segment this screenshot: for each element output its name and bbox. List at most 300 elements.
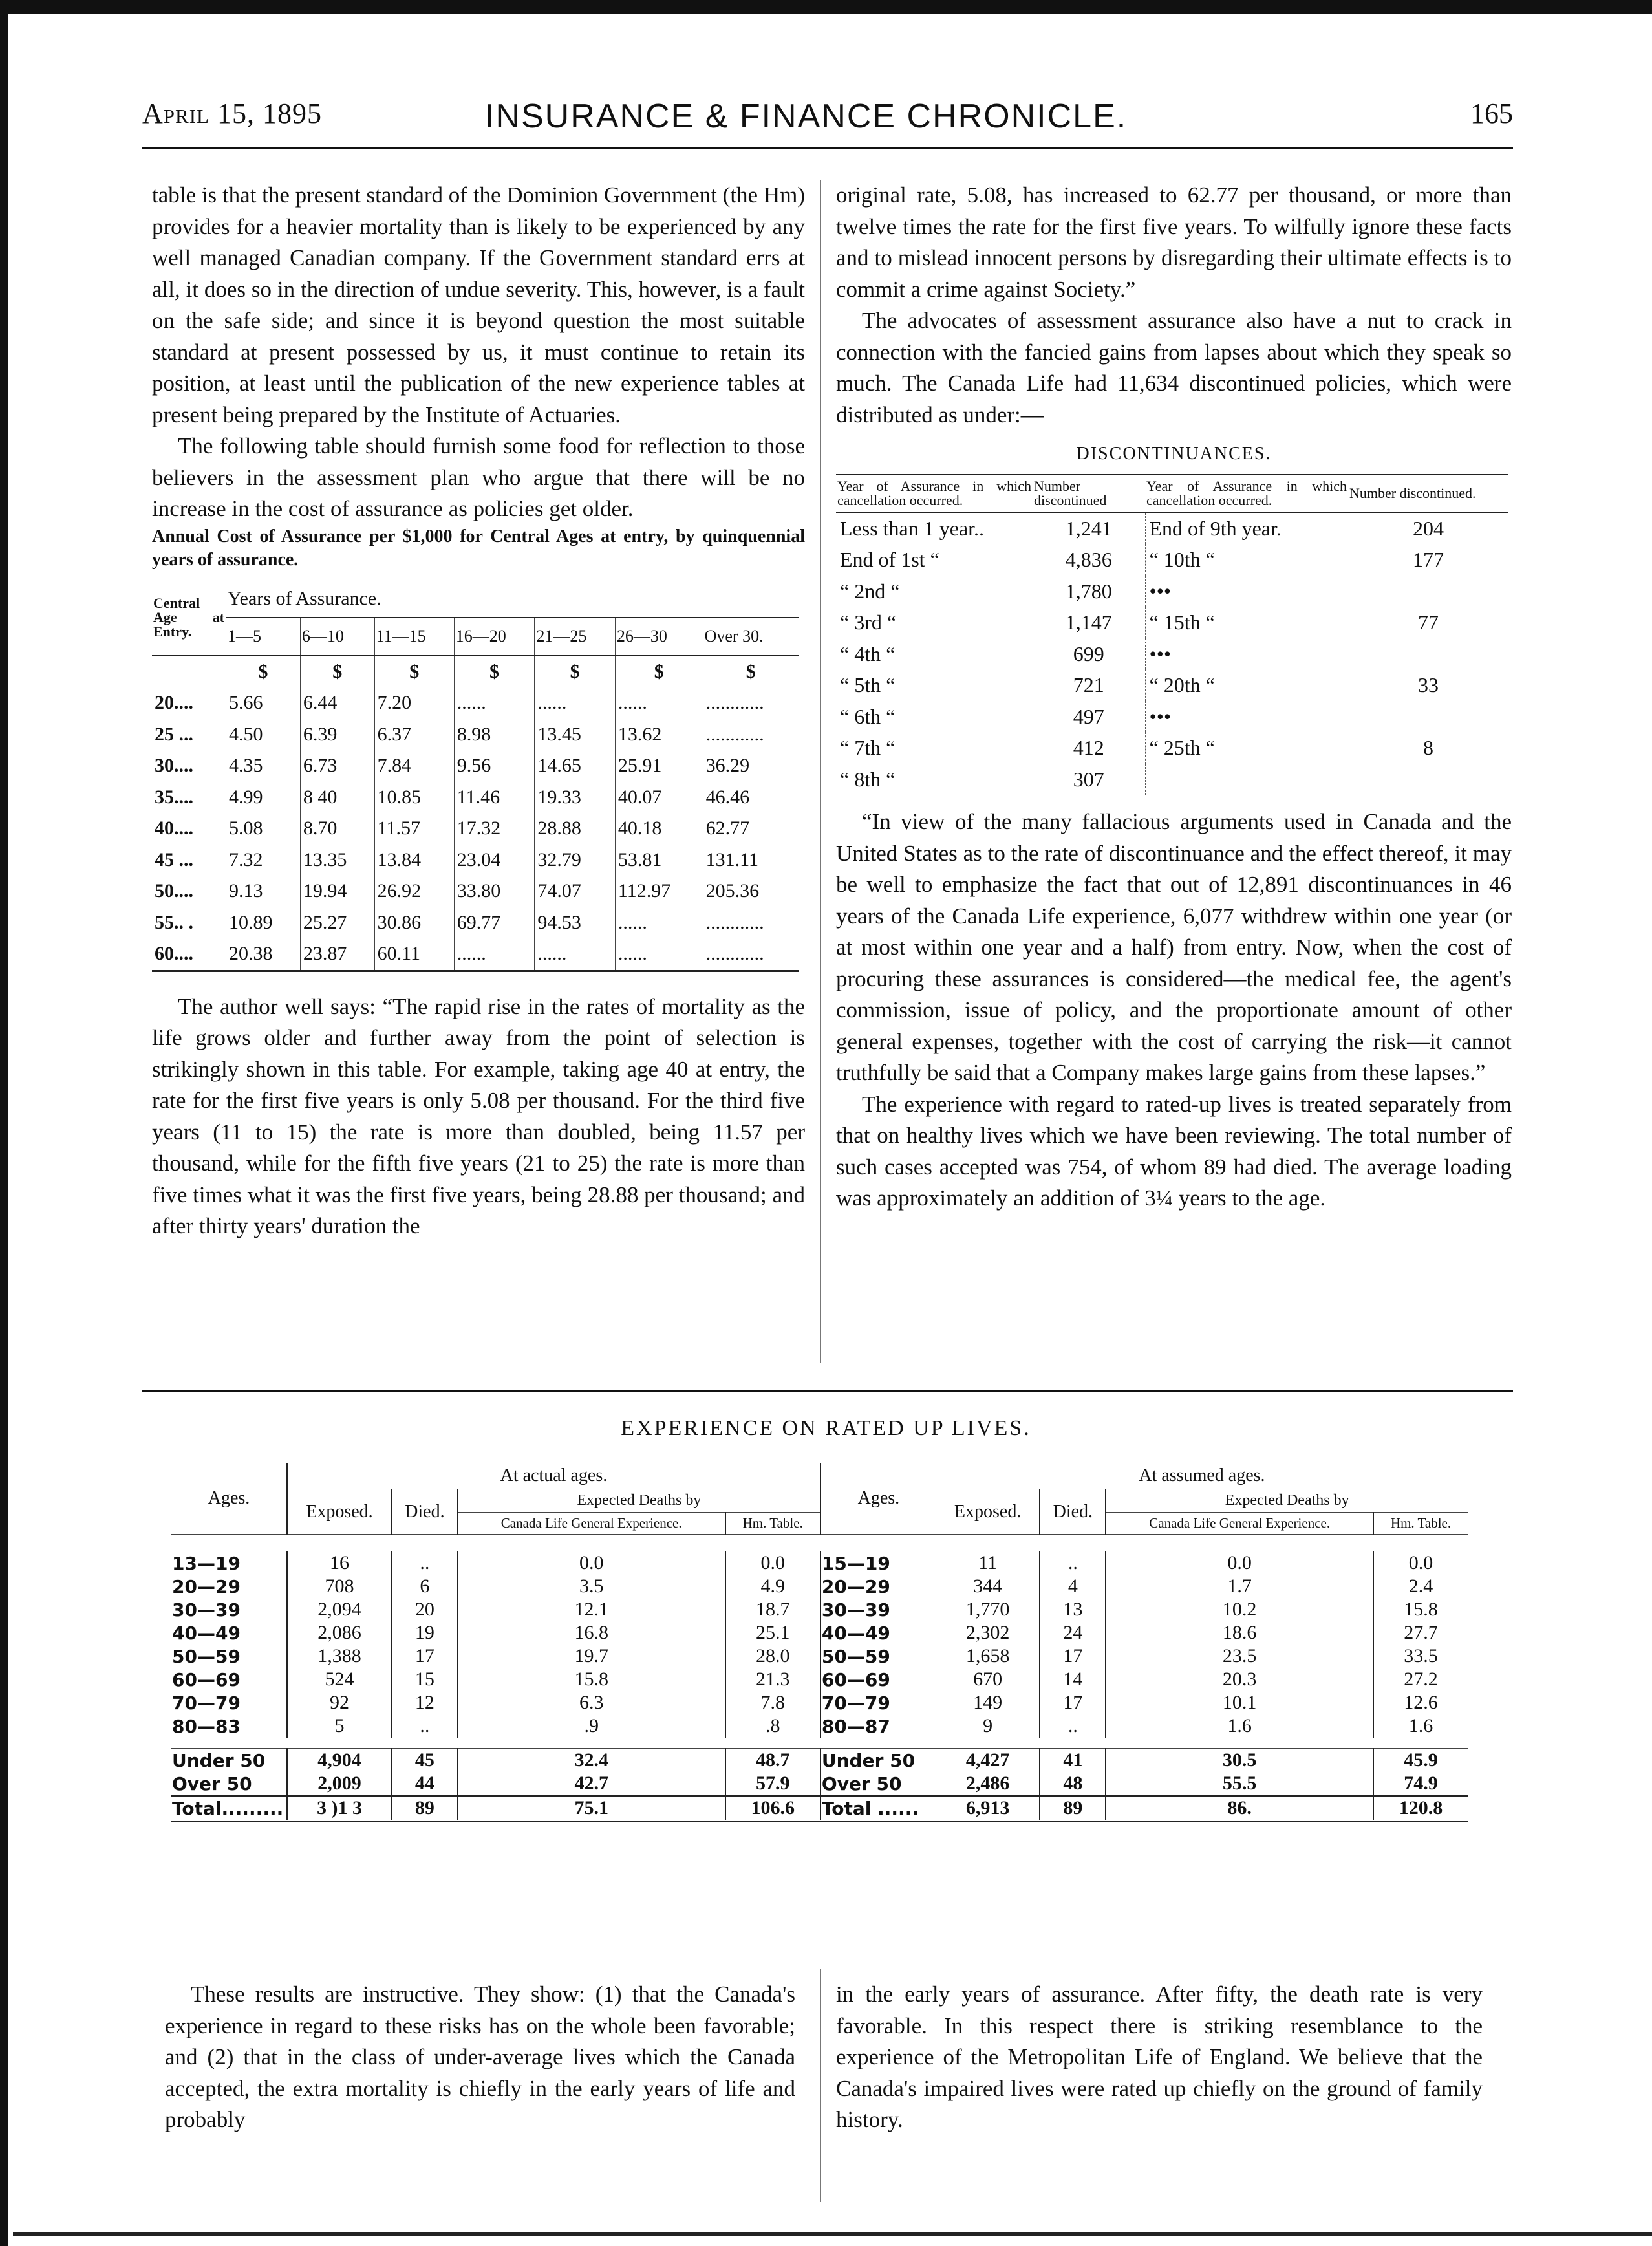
experience-value: 1.6 [1373,1714,1468,1738]
experience-value: 48.7 [725,1749,821,1773]
experience-value: 2,302 [965,1622,1010,1643]
cost-value: 46.46 [703,782,799,814]
experience-value: 27.2 [1373,1668,1468,1691]
dollar-sign: $ [615,656,703,688]
experience-value: 14 [1040,1668,1106,1691]
right-paragraph-4: The experience with regard to rated-up lives is treated separately from that on healthy lives which we have been reviewing. The total number of such cases accepted was 754, of whom 89 had died. The average loading was approximately an addition of 3¼ years to the age. [836,1091,1512,1211]
disc-year: End of 1st “ [840,548,939,571]
experience-value: 670 [973,1668,1003,1690]
hm-table-header: Hm. Table. [725,1513,821,1535]
experience-value: 15 [392,1668,458,1691]
experience-value: 92 [287,1691,392,1714]
age-group: Over 50 [172,1773,252,1795]
issue-date: April 15, 1895 [142,98,322,129]
discontinuance-row [836,732,1508,764]
experience-value: 106.6 [725,1796,821,1821]
discontinuance-row [836,764,1508,795]
experience-value: 0.0 [1106,1551,1373,1575]
experience-value: 1.7 [1106,1575,1373,1598]
experience-value: 2,009 [287,1772,392,1796]
left-column [152,180,805,1242]
cost-value: ............ [703,938,799,971]
years-column-header: 16—20 [454,618,535,656]
section-rule [142,1390,1513,1392]
cost-value: ...... [535,938,616,971]
discontinuances-table [836,474,1508,795]
age-group: Total......... [171,1796,287,1821]
experience-value: 12.1 [458,1598,725,1621]
experience-value: 17 [1040,1645,1106,1668]
ages-header-2: Ages. [821,1463,936,1535]
cost-value: 11.46 [454,782,535,814]
disc-number: 1,780 [1065,579,1112,603]
page-number: 165 [1470,98,1513,129]
disc-number: 204 [1413,516,1444,540]
cost-value: 19.33 [535,782,616,814]
cost-table-row [152,750,799,782]
experience-value: 75.1 [458,1796,725,1821]
cost-value: 74.07 [535,876,616,907]
experience-value: 12 [392,1691,458,1714]
cost-value: 5.66 [226,687,301,719]
cost-value: 112.97 [615,876,703,907]
disc-number [1348,764,1508,795]
cost-table-row [152,719,799,751]
experience-value: 7.8 [725,1691,821,1714]
experience-value: 19.7 [458,1645,725,1668]
experience-value: 0.0 [458,1551,725,1575]
left-paragraph-3: The author well says: “The rapid rise in the rates of mortality as the life grows older and further away from the point of selection is strikingly shown in this table. For example, taking age 40 at entry, the rate for the first five years is only 5.08 per thousand. For the third five years (11 to 15) the rate is more than doubled, being 11.57 per thousand, while for the fifth five years (21 to 25) the rate is more than five times what it was the first five years, being 28.88 per thousand; and after thirty years' duration the [152,993,805,1238]
cost-value: 5.08 [226,813,301,845]
left-paragraph-2: The following table should furnish some food for reflection to those believers in the assessment plan who argue that there will be no increase in the cost of assurance as policies get older. [152,433,805,521]
bottom-right-column [836,1979,1483,2136]
disc-header-number-2: Number discontinued. [1348,475,1508,512]
died-header-2: Died. [1040,1489,1106,1535]
experience-value: 12.6 [1373,1691,1468,1714]
page-header [142,97,1513,142]
disc-number [1348,638,1508,670]
experience-value: 6,913 [936,1796,1040,1821]
experience-value: 20 [392,1598,458,1621]
cost-value: 40.07 [615,782,703,814]
cost-table-row [152,938,799,971]
cost-value: ...... [535,687,616,719]
discontinuance-row [836,576,1508,607]
cost-value: 62.77 [703,813,799,845]
experience-value: 1,770 [965,1599,1010,1620]
experience-value: 6.3 [458,1691,725,1714]
cost-value: 9.13 [226,876,301,907]
cost-value: 4.35 [226,750,301,782]
disc-year: “ 7th “ [840,736,896,759]
experience-value: .. [392,1551,458,1575]
cost-value: 14.65 [535,750,616,782]
experience-value: 4,904 [287,1749,392,1773]
cost-value: ...... [615,907,703,939]
experience-value: 17 [1040,1691,1106,1714]
disc-year: “ 20th “ [1145,669,1348,701]
experience-value: 9 [983,1715,993,1736]
disc-year: “ 5th “ [840,673,896,696]
cost-value: ............ [703,719,799,751]
canada-life-header-2: Canada Life General Experience. [1106,1513,1373,1535]
age-group: 50—59 [172,1645,241,1667]
right-paragraph-1: original rate, 5.08, has increased to 62.77 per thousand, or more than twelve times the rate for the first five years. To wilfully ignore these facts and to mislead innocent persons by disregarding their ultimate effects is to commit a crime against Society.” [836,182,1512,302]
disc-year: ••• [1145,638,1348,670]
disc-number [1348,576,1508,607]
cost-value: 13.84 [374,845,454,876]
cost-value: 30.86 [374,907,454,939]
cost-value: 6.73 [300,750,374,782]
experience-value: 4.9 [725,1575,821,1598]
discontinuance-row [836,512,1508,545]
entry-age: 35.... [155,786,193,808]
cost-value: 25.91 [615,750,703,782]
experience-value: 13 [1040,1598,1106,1621]
entry-age: 40.... [155,817,193,839]
experience-value: 18.6 [1106,1621,1373,1645]
experience-value: 45.9 [1373,1749,1468,1773]
cost-value: 13.45 [535,719,616,751]
discontinuances-title: DISCONTINUANCES. [1076,444,1272,464]
experience-row [171,1621,1468,1645]
cost-value: 131.11 [703,845,799,876]
experience-value: 3 )1 3 [287,1796,392,1821]
cost-value: ...... [454,938,535,971]
experience-value: 21.3 [725,1668,821,1691]
actual-ages-header: At actual ages. [287,1463,821,1489]
exposed-header-2: Exposed. [936,1489,1040,1535]
disc-year: Less than 1 year.. [840,516,985,540]
disc-number: 721 [1073,673,1104,696]
bottom-column-divider [820,1969,821,2202]
age-group: 20—29 [172,1575,241,1597]
page-top-border [0,0,1652,14]
cost-value: 13.62 [615,719,703,751]
right-paragraph-3: “In view of the many fallacious arguments used in Canada and the United States as to the rate of discontinuance and the effect thereof, it may be well to emphasize the fact that out of 12,891 discontinuances in 46 years of the Canada Life experience, 6,077 withdrew within one year (or at most within one year and a half) from entry. Now, when the cost of procuring these assurances is considered—the medical fee, the agent's commission, issue of policy, and the proportionate amount of other general expenses, together with the cost of carrying the risk—it cannot truthfully be said that a Company makes large gains from these lapses.” [836,809,1512,1085]
age-group: 40—49 [821,1621,936,1645]
dollar-sign: $ [454,656,535,688]
experience-value: 120.8 [1373,1796,1468,1821]
age-group: 80—87 [821,1714,936,1738]
disc-header-number: Number discontinued [1033,475,1145,512]
page-bottom-border [13,2232,1652,2236]
hm-table-header-2: Hm. Table. [1373,1513,1468,1535]
exposed-header: Exposed. [287,1489,392,1535]
page-left-border [0,0,8,2246]
experience-value: 44 [392,1772,458,1796]
age-group: 20—29 [821,1575,936,1598]
experience-value: .. [1040,1714,1106,1738]
cost-value: 8 40 [300,782,374,814]
experience-value: 89 [392,1796,458,1821]
years-column-header: 26—30 [615,618,703,656]
experience-value: 28.0 [725,1645,821,1668]
years-column-header: 11—15 [374,618,454,656]
years-column-header: 6—10 [300,618,374,656]
experience-value: 55.5 [1106,1772,1373,1796]
cost-value: 33.80 [454,876,535,907]
years-column-header: Over 30. [703,618,799,656]
disc-year: ••• [1145,576,1348,607]
experience-value: 708 [287,1575,392,1598]
experience-value: 24 [1040,1621,1106,1645]
age-group: 13—19 [172,1552,241,1574]
disc-number: 307 [1073,767,1104,791]
cost-value: ...... [454,687,535,719]
age-group: 70—79 [821,1691,936,1714]
age-group: 50—59 [821,1645,936,1668]
dollar-sign: $ [226,656,301,688]
experience-value: 27.7 [1373,1621,1468,1645]
experience-value: 74.9 [1373,1772,1468,1796]
age-group: 60—69 [821,1668,936,1691]
expected-deaths-header-2: Expected Deaths by [1106,1489,1468,1513]
experience-row [171,1714,1468,1738]
experience-value: 0.0 [725,1551,821,1575]
experience-value: .9 [458,1714,725,1738]
cost-value: 10.89 [226,907,301,939]
cost-value: 10.85 [374,782,454,814]
expected-deaths-header: Expected Deaths by [458,1489,821,1513]
age-group: Over 50 [821,1772,936,1796]
canada-life-header: Canada Life General Experience. [458,1513,725,1535]
disc-number: 77 [1418,610,1439,634]
experience-value: 4,427 [965,1749,1010,1771]
experience-value: 149 [973,1692,1003,1713]
right-column [836,180,1512,1215]
disc-year: “ 15th “ [1145,607,1348,638]
experience-value: 57.9 [725,1772,821,1796]
cost-table-row [152,907,799,939]
age-group: 40—49 [172,1622,241,1644]
disc-year: “ 8th “ [840,767,896,791]
experience-row [171,1749,1468,1773]
cost-value: ............ [703,687,799,719]
cost-value: 23.87 [300,938,374,971]
right-paragraph-2: The advocates of assessment assurance also have a nut to crack in connection with the fancied gains from lapses about which they speak so much. The Canada Life had 11,634 discontinued policies, which were distributed as under:— [836,308,1512,427]
experience-value: 2,094 [287,1598,392,1621]
cost-value: 205.36 [703,876,799,907]
left-paragraph-1: table is that the present standard of the Dominion Government (the Hm) provides for a heavier mortality than is likely to be experienced by any well managed Canadian company. If the Government standard errs at all, it does so in the direction of undue severity. This, however, is a fault on the safe side; and since it is beyond question the most suitable standard at present possessed by us, it must continue to retain its position, at least until the publication of the new experience tables at present being prepared by the Institute of Actuaries. [152,182,805,427]
experience-value: 15.8 [1373,1598,1468,1621]
experience-value: 1.6 [1106,1714,1373,1738]
experience-rated-up-table [171,1463,1468,1822]
years-column-header: 1—5 [226,618,301,656]
entry-age: 45 ... [155,848,193,870]
cost-value: 53.81 [615,845,703,876]
cost-value: ............ [703,907,799,939]
experience-value: 0.0 [1373,1551,1468,1575]
discontinuance-row [836,638,1508,670]
experience-value: 2,086 [287,1621,392,1645]
cost-value: ...... [615,687,703,719]
cost-table-row [152,876,799,907]
dollar-sign: $ [703,656,799,688]
entry-age: 30.... [155,755,193,776]
cost-value: 69.77 [454,907,535,939]
dollar-sign: $ [300,656,374,688]
experience-value: 32.4 [458,1749,725,1773]
age-group: 30—39 [172,1599,241,1621]
disc-number: 699 [1073,642,1104,665]
cost-value: 7.32 [226,845,301,876]
discontinuance-row [836,669,1508,701]
cost-value: 6.44 [300,687,374,719]
cost-value: 25.27 [300,907,374,939]
cost-table-row [152,813,799,845]
disc-year: End of 9th year. [1145,512,1348,545]
experience-value: 41 [1040,1749,1106,1773]
entry-age: 55.. . [155,911,193,933]
cost-value: 23.04 [454,845,535,876]
entry-age: 25 ... [155,723,193,745]
disc-number: 497 [1073,704,1104,728]
experience-value: 2.4 [1373,1575,1468,1598]
cost-value: 6.37 [374,719,454,751]
disc-year [1145,764,1348,795]
experience-value: 42.7 [458,1772,725,1796]
experience-row [171,1645,1468,1668]
disc-number: 1,147 [1065,610,1112,634]
cost-value: 4.50 [226,719,301,751]
cost-table-row [152,687,799,719]
experience-row [171,1796,1468,1821]
disc-number: 4,836 [1065,548,1112,571]
experience-row [171,1668,1468,1691]
dollar-sign: $ [374,656,454,688]
cost-value: 28.88 [535,813,616,845]
experience-table-title: EXPERIENCE ON RATED UP LIVES. [621,1416,1031,1440]
discontinuance-row [836,607,1508,638]
cost-value: 7.84 [374,750,454,782]
experience-row [171,1691,1468,1714]
experience-value: 4 [1040,1575,1106,1598]
experience-value: 16.8 [458,1621,725,1645]
entry-age: 60.... [155,943,193,964]
disc-header-year-2: Year of Assurance in which cancellation occurred. [1145,475,1348,512]
disc-year: “ 25th “ [1145,732,1348,764]
experience-value: 1,388 [287,1645,392,1668]
discontinuance-row [836,701,1508,733]
died-header: Died. [392,1489,458,1535]
years-column-header: 21—25 [535,618,616,656]
experience-value: 19 [392,1621,458,1645]
cost-value: 36.29 [703,750,799,782]
bottom-left-column [165,1979,795,2136]
cost-value: 60.11 [374,938,454,971]
experience-value: 25.1 [725,1621,821,1645]
dollar-sign: $ [535,656,616,688]
experience-value: 16 [287,1551,392,1575]
age-group: 80—83 [172,1715,241,1737]
age-group: Total ...... [821,1796,936,1821]
cost-value: 13.35 [300,845,374,876]
cost-value: 4.99 [226,782,301,814]
experience-value: 3.5 [458,1575,725,1598]
experience-value: 10.2 [1106,1598,1373,1621]
cost-value: 8.98 [454,719,535,751]
age-group: 60—69 [172,1668,241,1690]
disc-number: 177 [1413,548,1444,571]
experience-value: .. [1040,1551,1106,1575]
experience-row [171,1575,1468,1598]
disc-number: 8 [1423,736,1433,759]
ages-header: Ages. [171,1463,287,1535]
experience-value: 5 [287,1714,392,1738]
experience-row [171,1551,1468,1575]
experience-row [171,1598,1468,1621]
column-divider [820,180,821,1363]
header-rule [142,147,1513,149]
cost-value: 7.20 [374,687,454,719]
bottom-right-paragraph: in the early years of assurance. After fifty, the death rate is very favorable. In this respect there is striking resemblance to the experience of the Metropolitan Life of England. We believe that the Canada's impaired lives were rated up chiefly on the ground of family history. [836,1981,1483,2132]
disc-year: “ 10th “ [1145,544,1348,576]
bottom-left-paragraph: These results are instructive. They show: (1) that the Canada's experience in regard to these risks has on the whole been favorable; and (2) that in the class of under-average lives which the Canada accepted, the extra mortality is chiefly in the early years of life and probably [165,1981,795,2132]
experience-value: .. [392,1714,458,1738]
age-group: Under 50 [821,1749,936,1773]
disc-number: 412 [1073,736,1104,759]
experience-value: 2,486 [965,1773,1010,1794]
experience-value: 89 [1040,1796,1106,1821]
disc-header-year: Year of Assurance in which cancellation occurred. [836,475,1033,512]
disc-number: 1,241 [1065,516,1112,540]
disc-number [1348,701,1508,733]
disc-year: “ 6th “ [840,704,896,728]
cost-table-caption: Annual Cost of Assurance per $1,000 for Central Ages at entry, by quinquennial years of assurance. [152,526,805,570]
experience-value: 10.1 [1106,1691,1373,1714]
cost-value: 26.92 [374,876,454,907]
publication-title: INSURANCE & FINANCE CHRONICLE. [485,98,1128,135]
assumed-ages-header: At assumed ages. [936,1463,1468,1489]
cost-value: 20.38 [226,938,301,971]
cost-value: 6.39 [300,719,374,751]
experience-value: 33.5 [1373,1645,1468,1668]
blank-cell [152,656,226,688]
cost-value: ...... [615,938,703,971]
entry-age: 20.... [155,692,193,713]
central-age-header: Central Age at Entry. [152,581,226,656]
cost-table-row [152,782,799,814]
experience-value: 48 [1040,1772,1106,1796]
experience-value: 23.5 [1106,1645,1373,1668]
disc-year: “ 2nd “ [840,579,900,603]
experience-value: 344 [973,1575,1003,1597]
age-group: 70—79 [172,1692,241,1714]
experience-value: 45 [392,1749,458,1773]
experience-value: 18.7 [725,1598,821,1621]
experience-value: 11 [978,1552,998,1573]
cost-value: 94.53 [535,907,616,939]
cost-value: 40.18 [615,813,703,845]
experience-value: 86. [1106,1796,1373,1821]
cost-value: 8.70 [300,813,374,845]
disc-number: 33 [1418,673,1439,696]
experience-row [171,1772,1468,1796]
age-group: 30—39 [821,1598,936,1621]
experience-value: 524 [287,1668,392,1691]
entry-age: 50.... [155,880,193,902]
experience-value: 1,658 [965,1645,1010,1667]
cost-of-assurance-table [152,581,799,972]
cost-value: 9.56 [454,750,535,782]
years-of-assurance-header: Years of Assurance. [226,581,799,618]
experience-value: 20.3 [1106,1668,1373,1691]
experience-value: 30.5 [1106,1749,1373,1773]
experience-value: 17 [392,1645,458,1668]
age-group: Under 50 [172,1749,266,1771]
cost-value: 32.79 [535,845,616,876]
